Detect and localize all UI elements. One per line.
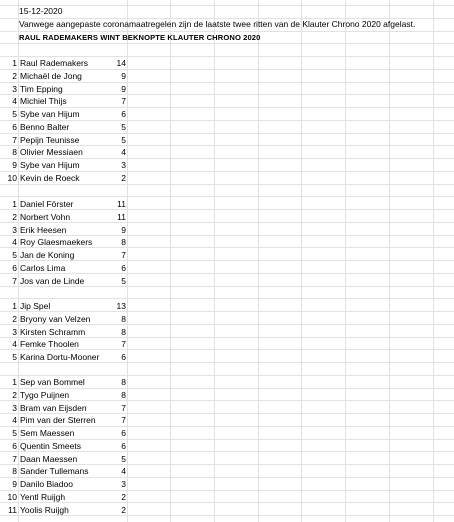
score-cell: 11: [117, 199, 126, 209]
score-cell: 6: [121, 109, 126, 119]
ranking-row: [0, 427, 454, 440]
rank-cell: 6: [12, 440, 17, 451]
rider-name-cell: Bram van Eijsden: [20, 402, 87, 413]
rank-cell: 2: [12, 70, 17, 81]
rider-name-cell: Daan Maessen: [20, 453, 78, 464]
ranking-row: [0, 504, 454, 517]
rank-cell: 5: [12, 250, 17, 260]
rank-cell: 1: [12, 58, 17, 68]
ranking-row: [0, 465, 454, 478]
score-cell: 6: [121, 440, 126, 451]
rank-cell: 2: [12, 389, 17, 400]
score-cell: 8: [121, 313, 126, 324]
ranking-row: [0, 453, 454, 466]
score-cell: 11: [117, 211, 126, 222]
rank-cell: 1: [12, 199, 17, 209]
ranking-row: [0, 262, 454, 275]
rider-name-cell: Quentin Smeets: [20, 440, 81, 451]
ranking-row: [0, 478, 454, 491]
rank-cell: 2: [12, 211, 17, 222]
rider-name-cell: Bryony van Velzen: [20, 313, 91, 324]
rank-cell: 6: [12, 262, 17, 273]
ranking-row: [0, 172, 454, 185]
rider-name-cell: Erik Heesen: [20, 224, 67, 235]
rider-name-cell: Olivier Messiaen: [20, 147, 83, 158]
rank-cell: 7: [12, 275, 17, 286]
rider-name-cell: Roy Glaesmaekers: [20, 237, 93, 248]
ranking-row: [0, 402, 454, 415]
score-cell: 3: [121, 160, 126, 170]
rank-cell: 3: [12, 326, 17, 337]
rank-cell: 4: [12, 339, 17, 350]
rank-cell: 1: [12, 377, 17, 387]
score-cell: 5: [121, 453, 126, 464]
rider-name-cell: Sem Maessen: [20, 428, 75, 438]
rider-name-cell: Jos van de Linde: [20, 275, 85, 286]
score-cell: 6: [121, 428, 126, 438]
rider-name-cell: Pim van der Sterren: [20, 415, 96, 426]
rider-name-cell: Yentl Ruijgh: [20, 491, 66, 502]
rider-name-cell: Yoolis Ruijgh: [20, 504, 69, 515]
rider-name-cell: Sybe van Hijum: [20, 109, 80, 119]
ranking-row: [0, 313, 454, 326]
rider-name-cell: Kevin de Roeck: [20, 172, 80, 183]
rider-name-cell: Carlos Lima: [20, 262, 66, 273]
ranking-row: [0, 389, 454, 402]
rank-cell: 5: [12, 352, 17, 362]
rank-cell: 4: [12, 96, 17, 107]
ranking-row: [0, 70, 454, 83]
ranking-row: [0, 95, 454, 108]
rank-cell: 3: [12, 83, 17, 94]
rider-name-cell: Kirsten Schramm: [20, 326, 86, 337]
ranking-row: [0, 275, 454, 288]
rank-cell: 10: [7, 491, 17, 502]
score-cell: 3: [121, 479, 126, 489]
ranking-row: [0, 108, 454, 121]
rank-cell: 7: [12, 453, 17, 464]
score-cell: 9: [121, 224, 126, 235]
rank-cell: 7: [12, 134, 17, 145]
rider-name-cell: Norbert Vohn: [20, 211, 71, 222]
score-cell: 4: [121, 466, 126, 477]
rider-name-cell: Michaël de Jong: [20, 70, 82, 81]
headline-cell: RAUL RADEMAKERS WINT BEKNOPTE KLAUTER CHRONO 2020: [19, 33, 261, 42]
rider-name-cell: Daniel Förster: [20, 199, 74, 209]
ranking-row: [0, 300, 454, 313]
score-cell: 9: [121, 83, 126, 94]
ranking-row: [0, 351, 454, 364]
rider-name-cell: Karina Dortu-Mooner: [20, 352, 100, 362]
ranking-row: [0, 134, 454, 147]
rank-cell: 4: [12, 415, 17, 426]
score-cell: 2: [121, 172, 126, 183]
ranking-row: [0, 376, 454, 389]
score-cell: 6: [121, 352, 126, 362]
rider-name-cell: Benno Balter: [20, 121, 70, 132]
score-cell: 4: [121, 147, 126, 158]
ranking-row: [0, 491, 454, 504]
score-cell: 7: [121, 96, 126, 107]
rider-name-cell: Danilo Biadoo: [20, 479, 73, 489]
rank-cell: 3: [12, 224, 17, 235]
ranking-row: [0, 159, 454, 172]
rank-cell: 4: [12, 237, 17, 248]
rider-name-cell: Femke Thoolen: [20, 339, 79, 350]
rank-cell: 1: [12, 301, 17, 311]
rank-cell: 2: [12, 313, 17, 324]
rider-name-cell: Sander Tullemans: [20, 466, 89, 477]
ranking-row: [0, 121, 454, 134]
score-cell: 8: [121, 326, 126, 337]
score-cell: 14: [116, 58, 126, 68]
ranking-row: [0, 198, 454, 211]
score-cell: 5: [121, 121, 126, 132]
score-cell: 13: [116, 301, 126, 311]
ranking-row: [0, 83, 454, 96]
rank-cell: 11: [8, 504, 17, 515]
ranking-row: [0, 236, 454, 249]
score-cell: 7: [121, 402, 126, 413]
rank-cell: 8: [12, 147, 17, 158]
rank-cell: 9: [12, 160, 17, 170]
score-cell: 2: [121, 504, 126, 515]
score-cell: 7: [121, 415, 126, 426]
rank-cell: 8: [12, 466, 17, 477]
rank-cell: 3: [12, 402, 17, 413]
ranking-row: [0, 224, 454, 237]
rider-name-cell: Jan de Koning: [20, 250, 75, 260]
intro-cell: Vanwege aangepaste coronamaatregelen zijn de laatste twee ritten van de Klauter Chrono 2020 afgelast.: [19, 19, 416, 29]
ranking-row: [0, 338, 454, 351]
rider-name-cell: Sybe van Hijum: [20, 160, 80, 170]
intro-row: [0, 18, 454, 31]
score-cell: 8: [121, 237, 126, 248]
ranking-row: [0, 146, 454, 159]
rider-name-cell: Tygo Puijnen: [20, 389, 70, 400]
rider-name-cell: Pepijn Teunisse: [20, 134, 80, 145]
score-cell: 8: [121, 389, 126, 400]
rider-name-cell: Sep van Bommel: [20, 377, 85, 387]
score-cell: 5: [121, 134, 126, 145]
score-cell: 7: [121, 339, 126, 350]
score-cell: 9: [121, 70, 126, 81]
rider-name-cell: Tim Epping: [20, 83, 63, 94]
score-cell: 8: [121, 377, 126, 387]
date-cell: 15-12-2020: [19, 6, 63, 16]
score-cell: 7: [121, 250, 126, 260]
score-cell: 5: [121, 275, 126, 286]
rider-name-cell: Raul Rademakers: [20, 58, 89, 68]
rank-cell: 10: [7, 172, 17, 183]
date-row: [0, 5, 454, 18]
rank-cell: 5: [12, 428, 17, 438]
ranking-row: [0, 326, 454, 339]
rank-cell: 9: [12, 479, 17, 489]
ranking-row: [0, 249, 454, 262]
ranking-row: [0, 211, 454, 224]
rank-cell: 5: [12, 109, 17, 119]
rider-name-cell: Michiel Thijs: [20, 96, 67, 107]
headline-row: [0, 31, 454, 44]
ranking-row: [0, 414, 454, 427]
rider-name-cell: Jip Spel: [20, 301, 51, 311]
ranking-row: [0, 57, 454, 70]
score-cell: 2: [121, 491, 126, 502]
rank-cell: 6: [12, 121, 17, 132]
score-cell: 6: [121, 262, 126, 273]
ranking-row: [0, 440, 454, 453]
